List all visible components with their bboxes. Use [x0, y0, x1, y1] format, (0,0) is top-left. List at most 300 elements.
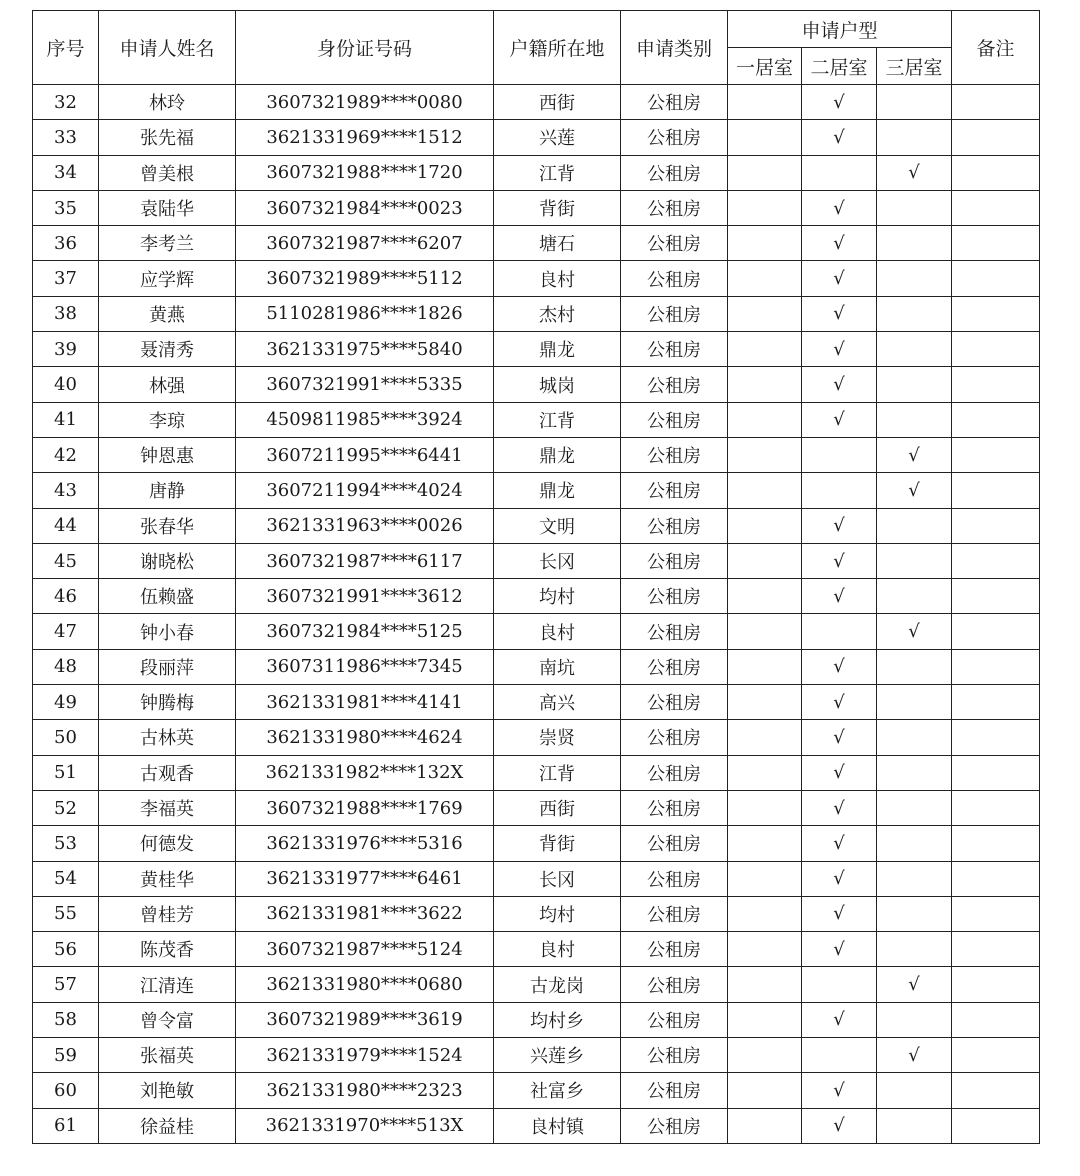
cell-remark	[952, 932, 1040, 967]
cell-hukou: 西街	[494, 790, 621, 825]
cell-three-room	[877, 190, 952, 225]
cell-one-room	[728, 437, 802, 472]
cell-one-room	[728, 402, 802, 437]
cell-remark	[952, 896, 1040, 931]
cell-name: 曾桂芳	[99, 896, 236, 931]
cell-one-room	[728, 85, 802, 120]
cell-type: 公租房	[621, 543, 728, 578]
table-row	[33, 896, 1040, 931]
cell-name: 聂清秀	[99, 332, 236, 367]
cell-id-number: 3607321987****6207	[236, 226, 494, 261]
cell-hukou: 鼎龙	[494, 332, 621, 367]
cell-seq: 60	[33, 1073, 99, 1108]
cell-name: 袁陆华	[99, 190, 236, 225]
cell-remark	[952, 720, 1040, 755]
cell-three-room	[877, 685, 952, 720]
cell-two-room: √	[802, 367, 877, 402]
table-row	[33, 120, 1040, 155]
cell-three-room	[877, 649, 952, 684]
cell-hukou: 长冈	[494, 861, 621, 896]
cell-hukou: 良村	[494, 932, 621, 967]
cell-remark	[952, 155, 1040, 190]
cell-id-number: 3607321989****3619	[236, 1002, 494, 1037]
cell-three-room	[877, 226, 952, 261]
cell-name: 古林英	[99, 720, 236, 755]
cell-seq: 58	[33, 1002, 99, 1037]
cell-seq: 47	[33, 614, 99, 649]
header-housing-group: 申请户型	[728, 11, 952, 48]
cell-two-room: √	[802, 755, 877, 790]
cell-three-room	[877, 826, 952, 861]
cell-hukou: 江背	[494, 402, 621, 437]
cell-three-room	[877, 790, 952, 825]
cell-three-room: √	[877, 614, 952, 649]
cell-type: 公租房	[621, 1038, 728, 1073]
cell-type: 公租房	[621, 296, 728, 331]
cell-id-number: 3607321991****3612	[236, 579, 494, 614]
cell-type: 公租房	[621, 720, 728, 755]
table-header	[33, 11, 1040, 85]
table-row	[33, 296, 1040, 331]
cell-three-room: √	[877, 967, 952, 1002]
cell-name: 林玲	[99, 85, 236, 120]
cell-type: 公租房	[621, 1073, 728, 1108]
cell-two-room: √	[802, 826, 877, 861]
cell-id-number: 3621331980****0680	[236, 967, 494, 1002]
cell-hukou: 背街	[494, 190, 621, 225]
cell-remark	[952, 1073, 1040, 1108]
cell-type: 公租房	[621, 1002, 728, 1037]
cell-type: 公租房	[621, 332, 728, 367]
cell-hukou: 兴莲乡	[494, 1038, 621, 1073]
table-row	[33, 155, 1040, 190]
table-row	[33, 1038, 1040, 1073]
cell-remark	[952, 473, 1040, 508]
cell-id-number: 3621331980****4624	[236, 720, 494, 755]
cell-remark	[952, 437, 1040, 472]
cell-name: 钟小春	[99, 614, 236, 649]
cell-name: 张先福	[99, 120, 236, 155]
cell-seq: 32	[33, 85, 99, 120]
cell-seq: 43	[33, 473, 99, 508]
cell-seq: 57	[33, 967, 99, 1002]
cell-id-number: 3621331977****6461	[236, 861, 494, 896]
cell-one-room	[728, 967, 802, 1002]
cell-id-number: 3607321991****5335	[236, 367, 494, 402]
cell-seq: 51	[33, 755, 99, 790]
header-name: 申请人姓名	[99, 11, 236, 85]
cell-remark	[952, 826, 1040, 861]
cell-one-room	[728, 685, 802, 720]
cell-remark	[952, 226, 1040, 261]
table-row	[33, 685, 1040, 720]
cell-three-room	[877, 261, 952, 296]
cell-remark	[952, 790, 1040, 825]
table-row	[33, 967, 1040, 1002]
cell-id-number: 3621331982****132X	[236, 755, 494, 790]
cell-id-number: 3621331976****5316	[236, 826, 494, 861]
cell-three-room	[877, 402, 952, 437]
cell-one-room	[728, 896, 802, 931]
cell-type: 公租房	[621, 473, 728, 508]
cell-name: 古观香	[99, 755, 236, 790]
table-row	[33, 190, 1040, 225]
cell-one-room	[728, 1073, 802, 1108]
table-row	[33, 261, 1040, 296]
cell-two-room: √	[802, 120, 877, 155]
table-row	[33, 332, 1040, 367]
cell-seq: 42	[33, 437, 99, 472]
table-row	[33, 543, 1040, 578]
table-row	[33, 437, 1040, 472]
cell-three-room	[877, 332, 952, 367]
cell-id-number: 3607321987****5124	[236, 932, 494, 967]
cell-hukou: 鼎龙	[494, 473, 621, 508]
cell-type: 公租房	[621, 437, 728, 472]
cell-two-room: √	[802, 508, 877, 543]
cell-three-room: √	[877, 155, 952, 190]
cell-three-room: √	[877, 1038, 952, 1073]
cell-two-room: √	[802, 296, 877, 331]
table-row	[33, 861, 1040, 896]
cell-hukou: 均村乡	[494, 1002, 621, 1037]
cell-three-room	[877, 1002, 952, 1037]
cell-id-number: 3607321989****0080	[236, 85, 494, 120]
cell-type: 公租房	[621, 896, 728, 931]
cell-one-room	[728, 543, 802, 578]
cell-id-number: 3621331963****0026	[236, 508, 494, 543]
cell-one-room	[728, 649, 802, 684]
cell-one-room	[728, 1038, 802, 1073]
header-seq: 序号	[33, 11, 99, 85]
cell-remark	[952, 367, 1040, 402]
cell-seq: 33	[33, 120, 99, 155]
table-row	[33, 649, 1040, 684]
cell-two-room: √	[802, 861, 877, 896]
cell-type: 公租房	[621, 190, 728, 225]
cell-name: 黄桂华	[99, 861, 236, 896]
cell-one-room	[728, 155, 802, 190]
cell-id-number: 4509811985****3924	[236, 402, 494, 437]
cell-hukou: 高兴	[494, 685, 621, 720]
cell-id-number: 3607321989****5112	[236, 261, 494, 296]
cell-seq: 44	[33, 508, 99, 543]
cell-one-room	[728, 1002, 802, 1037]
cell-one-room	[728, 614, 802, 649]
cell-three-room	[877, 579, 952, 614]
cell-two-room: √	[802, 543, 877, 578]
cell-name: 段丽萍	[99, 649, 236, 684]
cell-remark	[952, 190, 1040, 225]
table-row	[33, 367, 1040, 402]
cell-name: 江清连	[99, 967, 236, 1002]
table-row	[33, 826, 1040, 861]
cell-id-number: 3621331979****1524	[236, 1038, 494, 1073]
cell-id-number: 3607321984****5125	[236, 614, 494, 649]
table-row	[33, 508, 1040, 543]
cell-name: 钟恩惠	[99, 437, 236, 472]
table-row	[33, 755, 1040, 790]
cell-two-room: √	[802, 932, 877, 967]
cell-seq: 54	[33, 861, 99, 896]
cell-two-room	[802, 155, 877, 190]
cell-two-room: √	[802, 402, 877, 437]
header-id: 身份证号码	[236, 11, 494, 85]
cell-hukou: 塘石	[494, 226, 621, 261]
cell-one-room	[728, 226, 802, 261]
cell-three-room	[877, 755, 952, 790]
cell-seq: 49	[33, 685, 99, 720]
cell-remark	[952, 332, 1040, 367]
cell-type: 公租房	[621, 367, 728, 402]
cell-name: 张福英	[99, 1038, 236, 1073]
cell-three-room	[877, 508, 952, 543]
cell-seq: 46	[33, 579, 99, 614]
cell-hukou: 鼎龙	[494, 437, 621, 472]
cell-name: 李琼	[99, 402, 236, 437]
cell-remark	[952, 120, 1040, 155]
cell-type: 公租房	[621, 967, 728, 1002]
cell-remark	[952, 543, 1040, 578]
header-remark: 备注	[952, 11, 1040, 85]
cell-three-room	[877, 861, 952, 896]
cell-seq: 39	[33, 332, 99, 367]
cell-type: 公租房	[621, 261, 728, 296]
cell-seq: 40	[33, 367, 99, 402]
cell-three-room: √	[877, 473, 952, 508]
cell-three-room	[877, 543, 952, 578]
cell-two-room	[802, 437, 877, 472]
cell-remark	[952, 296, 1040, 331]
cell-one-room	[728, 826, 802, 861]
cell-seq: 36	[33, 226, 99, 261]
cell-two-room: √	[802, 226, 877, 261]
cell-name: 应学辉	[99, 261, 236, 296]
table-row	[33, 790, 1040, 825]
cell-remark	[952, 614, 1040, 649]
cell-hukou: 背街	[494, 826, 621, 861]
header-type: 申请类别	[621, 11, 728, 85]
cell-remark	[952, 508, 1040, 543]
cell-type: 公租房	[621, 579, 728, 614]
table-row	[33, 579, 1040, 614]
cell-seq: 45	[33, 543, 99, 578]
cell-remark	[952, 649, 1040, 684]
cell-name: 钟腾梅	[99, 685, 236, 720]
cell-two-room: √	[802, 85, 877, 120]
cell-type: 公租房	[621, 155, 728, 190]
cell-name: 徐益桂	[99, 1108, 236, 1143]
cell-one-room	[728, 332, 802, 367]
cell-two-room: √	[802, 685, 877, 720]
cell-name: 陈茂香	[99, 932, 236, 967]
cell-type: 公租房	[621, 826, 728, 861]
table-row	[33, 1002, 1040, 1037]
cell-type: 公租房	[621, 649, 728, 684]
cell-one-room	[728, 790, 802, 825]
applicant-table	[32, 10, 1040, 1144]
cell-remark	[952, 1038, 1040, 1073]
cell-hukou: 古龙岗	[494, 967, 621, 1002]
cell-hukou: 长冈	[494, 543, 621, 578]
cell-seq: 34	[33, 155, 99, 190]
cell-hukou: 南坑	[494, 649, 621, 684]
cell-seq: 38	[33, 296, 99, 331]
cell-name: 伍赖盛	[99, 579, 236, 614]
cell-id-number: 3607321987****6117	[236, 543, 494, 578]
cell-id-number: 3607211994****4024	[236, 473, 494, 508]
cell-hukou: 良村	[494, 261, 621, 296]
cell-two-room: √	[802, 579, 877, 614]
cell-type: 公租房	[621, 1108, 728, 1143]
cell-seq: 59	[33, 1038, 99, 1073]
cell-type: 公租房	[621, 402, 728, 437]
cell-seq: 37	[33, 261, 99, 296]
header-one-room: 一居室	[728, 48, 802, 85]
cell-type: 公租房	[621, 614, 728, 649]
cell-id-number: 3607211995****6441	[236, 437, 494, 472]
cell-type: 公租房	[621, 85, 728, 120]
cell-id-number: 3621331980****2323	[236, 1073, 494, 1108]
cell-remark	[952, 579, 1040, 614]
cell-two-room: √	[802, 720, 877, 755]
cell-remark	[952, 402, 1040, 437]
cell-hukou: 崇贤	[494, 720, 621, 755]
cell-seq: 56	[33, 932, 99, 967]
cell-hukou: 良村	[494, 614, 621, 649]
cell-remark	[952, 85, 1040, 120]
cell-one-room	[728, 190, 802, 225]
cell-two-room	[802, 614, 877, 649]
cell-three-room: √	[877, 437, 952, 472]
cell-three-room	[877, 896, 952, 931]
cell-seq: 41	[33, 402, 99, 437]
cell-one-room	[728, 1108, 802, 1143]
cell-type: 公租房	[621, 932, 728, 967]
cell-hukou: 均村	[494, 579, 621, 614]
cell-name: 黄燕	[99, 296, 236, 331]
cell-type: 公租房	[621, 790, 728, 825]
cell-three-room	[877, 1108, 952, 1143]
cell-id-number: 3621331975****5840	[236, 332, 494, 367]
cell-hukou: 文明	[494, 508, 621, 543]
cell-seq: 52	[33, 790, 99, 825]
cell-hukou: 均村	[494, 896, 621, 931]
cell-hukou: 城岗	[494, 367, 621, 402]
cell-one-room	[728, 861, 802, 896]
table-row	[33, 85, 1040, 120]
cell-type: 公租房	[621, 685, 728, 720]
table-row	[33, 1108, 1040, 1143]
cell-id-number: 3607311986****7345	[236, 649, 494, 684]
cell-hukou: 江背	[494, 755, 621, 790]
cell-three-room	[877, 296, 952, 331]
cell-two-room: √	[802, 261, 877, 296]
cell-remark	[952, 685, 1040, 720]
cell-hukou: 兴莲	[494, 120, 621, 155]
cell-two-room: √	[802, 1002, 877, 1037]
table-row	[33, 1073, 1040, 1108]
cell-id-number: 5110281986****1826	[236, 296, 494, 331]
table-row	[33, 402, 1040, 437]
cell-three-room	[877, 367, 952, 402]
cell-id-number: 3607321984****0023	[236, 190, 494, 225]
cell-remark	[952, 261, 1040, 296]
cell-two-room: √	[802, 649, 877, 684]
table-row	[33, 932, 1040, 967]
cell-three-room	[877, 1073, 952, 1108]
cell-hukou: 社富乡	[494, 1073, 621, 1108]
cell-hukou: 江背	[494, 155, 621, 190]
cell-name: 曾美根	[99, 155, 236, 190]
cell-two-room: √	[802, 1073, 877, 1108]
cell-name: 林强	[99, 367, 236, 402]
cell-one-room	[728, 296, 802, 331]
cell-name: 曾令富	[99, 1002, 236, 1037]
cell-name: 唐静	[99, 473, 236, 508]
table-row	[33, 614, 1040, 649]
cell-type: 公租房	[621, 755, 728, 790]
cell-hukou: 良村镇	[494, 1108, 621, 1143]
cell-two-room	[802, 967, 877, 1002]
table-row	[33, 226, 1040, 261]
cell-id-number: 3621331981****3622	[236, 896, 494, 931]
cell-id-number: 3621331970****513X	[236, 1108, 494, 1143]
cell-one-room	[728, 367, 802, 402]
cell-type: 公租房	[621, 508, 728, 543]
cell-two-room: √	[802, 1108, 877, 1143]
cell-name: 谢晓松	[99, 543, 236, 578]
cell-type: 公租房	[621, 226, 728, 261]
cell-id-number: 3607321988****1769	[236, 790, 494, 825]
cell-remark	[952, 1108, 1040, 1143]
cell-name: 何德发	[99, 826, 236, 861]
header-three-room: 三居室	[877, 48, 952, 85]
cell-one-room	[728, 932, 802, 967]
cell-seq: 35	[33, 190, 99, 225]
cell-remark	[952, 861, 1040, 896]
cell-name: 张春华	[99, 508, 236, 543]
cell-three-room	[877, 120, 952, 155]
cell-remark	[952, 1002, 1040, 1037]
cell-one-room	[728, 508, 802, 543]
table-body	[33, 85, 1040, 1144]
cell-id-number: 3621331981****4141	[236, 685, 494, 720]
cell-two-room: √	[802, 190, 877, 225]
cell-remark	[952, 755, 1040, 790]
table-row	[33, 720, 1040, 755]
cell-name: 李考兰	[99, 226, 236, 261]
cell-name: 李福英	[99, 790, 236, 825]
cell-seq: 50	[33, 720, 99, 755]
cell-two-room	[802, 1038, 877, 1073]
cell-name: 刘艳敏	[99, 1073, 236, 1108]
cell-two-room: √	[802, 332, 877, 367]
cell-seq: 61	[33, 1108, 99, 1143]
cell-seq: 48	[33, 649, 99, 684]
cell-three-room	[877, 85, 952, 120]
cell-id-number: 3607321988****1720	[236, 155, 494, 190]
cell-one-room	[728, 720, 802, 755]
cell-two-room: √	[802, 896, 877, 931]
cell-one-room	[728, 755, 802, 790]
header-two-room: 二居室	[802, 48, 877, 85]
cell-type: 公租房	[621, 861, 728, 896]
cell-seq: 55	[33, 896, 99, 931]
cell-one-room	[728, 579, 802, 614]
cell-hukou: 杰村	[494, 296, 621, 331]
cell-two-room: √	[802, 790, 877, 825]
